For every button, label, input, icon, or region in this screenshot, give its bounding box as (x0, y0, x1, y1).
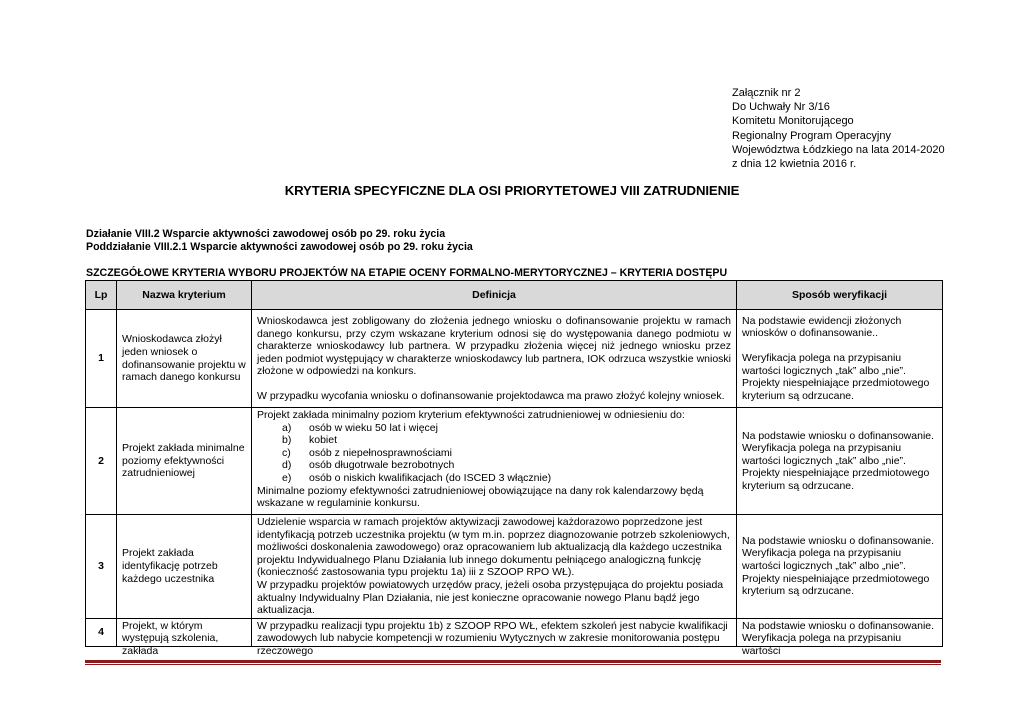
row-lp: 1 (86, 310, 117, 408)
annex-line: Województwa Łódzkiego na lata 2014-2020 (732, 143, 945, 156)
verification-line: Weryfikacja polega na przypisaniu wartości logicznych „tak” albo „nie”. (742, 547, 906, 573)
verification-line: Na podstawie ewidencji złożonych wniosków o dofinansowanie.. (742, 314, 902, 340)
row-criterion-name: Projekt zakłada minimalne poziomy efektywności zatrudnieniowej (117, 408, 252, 515)
annex-line: Regionalny Program Operacyjny (732, 129, 891, 142)
definition-paragraph: W przypadku projektów powiatowych urzędów pracy, jeżeli osoba przystępująca do projektu posiada aktualny Indywidualny Plan Działania, nie jest konieczne opracowanie nowego Planu bądź jego aktualizacja. (257, 578, 724, 617)
header-lp: Lp (86, 281, 117, 310)
list-item: b) kobiet (282, 434, 338, 447)
table-header-row (86, 281, 943, 310)
list-item: a) osób w wieku 50 lat i więcej (282, 421, 438, 434)
page-title: KRYTERIA SPECYFICZNE DLA OSI PRIORYTETOWEJ VIII ZATRUDNIENIE (284, 183, 740, 198)
header-verification: Sposób weryfikacji (737, 281, 943, 310)
row-lp: 4 (86, 618, 117, 646)
verification-line: Na podstawie wniosku o dofinansowanie. (742, 534, 935, 547)
efficiency-list (257, 422, 731, 485)
verification-line: Projekty niespełniające przedmiotowego kryterium są odrzucane. (742, 377, 930, 402)
footer-divider (85, 660, 941, 663)
verification-line: Na podstawie wniosku o dofinansowanie. (742, 429, 935, 442)
verification-line: Projekty niespełniające przedmiotowego kryterium są odrzucane. (742, 467, 930, 492)
row-definition (252, 310, 737, 408)
annex-line: Komitetu Monitorującego (732, 115, 854, 128)
row-verification (737, 408, 943, 515)
section-title: SZCZEGÓŁOWE KRYTERIA WYBORU PROJEKTÓW NA ETAPIE OCENY FORMALNO-MERYTORYCZNEJ – KRYTERIA DOSTĘPU (86, 267, 728, 279)
definition-outro: Minimalne poziomy efektywności zatrudnieniowej obowiązujące na dany rok kalendarzowy będą wskazane w regulaminie konkursu. (257, 484, 704, 510)
annex-block (732, 86, 945, 171)
row-definition (252, 515, 737, 619)
row-definition: W przypadku realizacji typu projektu 1b) z SZOOP RPO WŁ, efektem szkoleń jest nabycie kwalifikacji zawodowych lub nabycie kompetencji w rozumieniu Wytycznych w zakresie monitorowania postępu rzeczowego (252, 618, 737, 646)
submeasure-title: Poddziałanie VIII.2.1 Wsparcie aktywności zawodowej osób po 29. roku życia (86, 241, 473, 253)
row-criterion-name: Projekt, w którym występują szkolenia, zakłada (117, 618, 252, 646)
list-item: e) osób o niskich kwalifikacjach (do ISCED 3 włącznie) (282, 471, 552, 484)
measure-block (86, 228, 473, 254)
table-row (86, 515, 943, 619)
annex-line: Do Uchwały Nr 3/16 (732, 101, 830, 114)
table-row (86, 310, 943, 408)
verification-line: Weryfikacja polega na przypisaniu wartości (742, 632, 902, 657)
criteria-table (85, 280, 943, 657)
footer-divider (85, 664, 941, 665)
row-definition (252, 408, 737, 515)
list-item: c) osób z niepełnosprawnościami (282, 446, 452, 459)
row-lp: 2 (86, 408, 117, 515)
row-lp: 3 (86, 515, 117, 619)
header-definition: Definicja (252, 281, 737, 310)
verification-line: Weryfikacja polega na przypisaniu wartości logicznych „tak” albo „nie”. (742, 442, 906, 467)
verification-line: Na podstawie wniosku o dofinansowanie. (742, 619, 935, 632)
row-verification (737, 515, 943, 619)
row-criterion-name: Wnioskodawca złożył jeden wniosek o dofinansowanie projektu w ramach danego konkursu (117, 310, 252, 408)
header-name: Nazwa kryterium (117, 281, 252, 310)
list-item: d) osób długotrwale bezrobotnych (282, 459, 455, 472)
definition-paragraph: W przypadku wycofania wniosku o dofinansowanie projektodawca ma prawo złożyć kolejny wniosek. (257, 389, 725, 402)
definition-paragraph: Udzielenie wsparcia w ramach projektów aktywizacji zawodowej każdorazowo poprzedzone jest identyfikacją potrzeb uczestnika projektu (w tym m.in. poprzez diagnozowanie potrzeb szkoleniowych, możliwości doskonalenia zawodowego) oraz opracowaniem lub aktualizacją dla każdego uczestnika projektu Indywidualnego Planu Działania lub innego dokumentu pełniącego analogiczną funkcję (konieczność zastosowania typu projektu 1a) iii z SZOOP RPO WŁ). (257, 516, 730, 579)
measure-title: Działanie VIII.2 Wsparcie aktywności zawodowej osób po 29. roku życia (86, 228, 446, 240)
row-verification (737, 310, 943, 408)
row-verification (737, 618, 943, 657)
table-row (86, 408, 943, 515)
definition-intro: Projekt zakłada minimalny poziom kryterium efektywności zatrudnieniowej w odniesieniu do: (257, 409, 685, 421)
definition-paragraph: Wnioskodawca jest zobligowany do złożenia jednego wniosku o dofinansowanie projektu w ramach danego konkursu, przy czym wskazane kryterium odnosi się do występowania danego podmiotu w charakterze wnioskodawcy lub partnera. W przypadku złożenia więcej niż jednego wniosku przez jeden podmiot występujący w charakterze wnioskodawcy lub partnera, IOK odrzuca wszystkie wnioski złożone w odpowiedzi na konkurs. (257, 315, 731, 378)
table-row (86, 618, 943, 646)
verification-line: Weryfikacja polega na przypisaniu wartości logicznych „tak” albo „nie”. (742, 351, 906, 377)
row-criterion-name: Projekt zakłada identyfikację potrzeb każdego uczestnika (117, 515, 252, 619)
annex-line: Załącznik nr 2 (732, 87, 801, 99)
verification-line: Projekty niespełniające przedmiotowego kryterium są odrzucane. (742, 572, 930, 598)
annex-line: z dnia 12 kwietnia 2016 r. (732, 158, 857, 171)
